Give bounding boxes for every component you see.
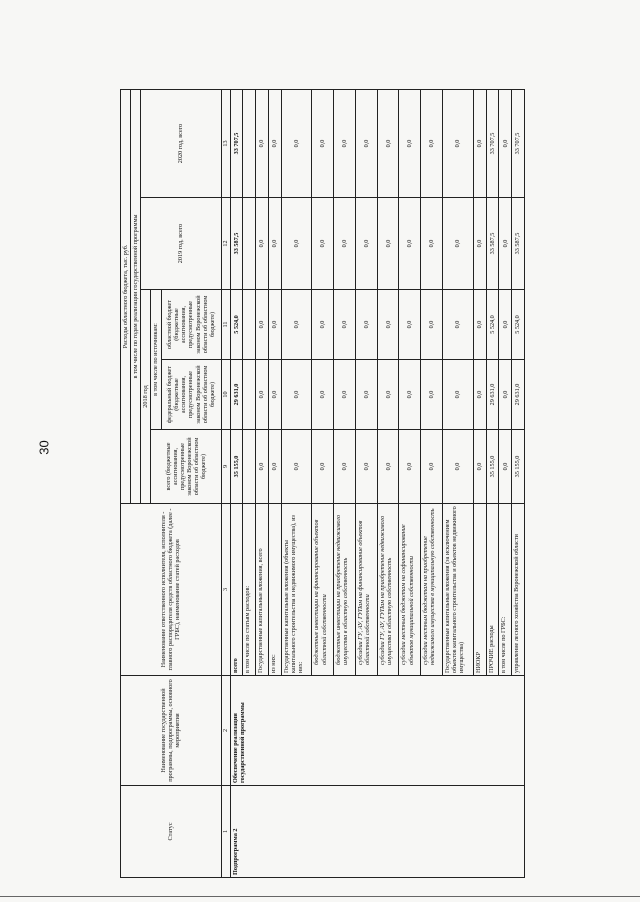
total-value: 0,0 (473, 430, 486, 504)
rotated-table-wrapper (120, 90, 525, 878)
row-label: субсидии местным бюджетам на софинансирование объектов муниципальной собственности (399, 504, 421, 676)
federal-value: 29 631,0 (512, 360, 525, 430)
year-2019-value: 33 587,5 (230, 198, 243, 290)
header-year-2018: 2018 год (141, 290, 151, 504)
year-2019-value: 0,0 (399, 198, 421, 290)
federal-value: 0,0 (355, 360, 377, 430)
total-value: 0,0 (442, 430, 473, 504)
header-federal: федеральный бюджет (бюджетные ассигнования, предусмотренные законом Воронежской области об областном бюджете) (161, 360, 221, 430)
row-label: субсидии местным бюджетам на приобретение недвижимого имущества в муниципальную собственность (421, 504, 443, 676)
regional-value: 0,0 (355, 290, 377, 360)
regional-value (243, 290, 256, 360)
row-label: бюджетные инвестиции на приобретение недвижимого имущества в областную собственность (334, 504, 356, 676)
federal-value: 0,0 (399, 360, 421, 430)
federal-value: 0,0 (268, 360, 281, 430)
regional-value: 0,0 (399, 290, 421, 360)
column-number-row (221, 89, 230, 877)
year-2020-value: 0,0 (312, 89, 334, 197)
total-value: 0,0 (421, 430, 443, 504)
regional-value: 0,0 (473, 290, 486, 360)
col-number: 12 (221, 198, 230, 290)
total-value: 0,0 (256, 430, 269, 504)
year-2020-value (243, 89, 256, 197)
col-number: 11 (221, 290, 230, 360)
total-value: 35 155,0 (486, 430, 499, 504)
year-2020-value: 0,0 (499, 89, 512, 197)
federal-value: 0,0 (312, 360, 334, 430)
year-2019-value: 0,0 (281, 198, 312, 290)
header-status: Статус (121, 786, 222, 878)
year-2020-value: 0,0 (281, 89, 312, 197)
row-label: субсидии ГУ, АУ, ГУПам на приобретение недвижимого имущества в областную собственность (377, 504, 399, 676)
header-incl-sources: в том числе по источникам: (151, 290, 161, 430)
total-value: 0,0 (312, 430, 334, 504)
page-number: 30 (36, 440, 52, 455)
total-value (243, 430, 256, 504)
regional-value: 5 524,0 (486, 290, 499, 360)
row-label: управление лесного хозяйства Воронежской области (512, 504, 525, 676)
federal-value: 0,0 (421, 360, 443, 430)
row-label: всего (230, 504, 243, 676)
row-label: бюджетные инвестиции на финансирование объектов областной собственности (312, 504, 334, 676)
program-name-cell: Обеспечение реализации государственной программы (230, 676, 525, 786)
year-2019-value: 33 587,5 (486, 198, 499, 290)
col-number: 2 (221, 676, 230, 786)
year-2019-value (243, 198, 256, 290)
regional-value: 0,0 (281, 290, 312, 360)
year-2020-value: 33 707,5 (230, 89, 243, 197)
col-number: 1 (221, 786, 230, 878)
federal-value: 0,0 (334, 360, 356, 430)
year-2020-value: 0,0 (334, 89, 356, 197)
regional-value: 0,0 (268, 290, 281, 360)
federal-value: 29 631,0 (486, 360, 499, 430)
year-2019-value: 0,0 (377, 198, 399, 290)
year-2020-value: 0,0 (377, 89, 399, 197)
total-value: 0,0 (399, 430, 421, 504)
regional-value: 0,0 (442, 290, 473, 360)
total-value: 0,0 (281, 430, 312, 504)
year-2019-value: 0,0 (268, 198, 281, 290)
header-year-2019: 2019 год, всего (141, 198, 221, 290)
row-label: Государственные капитальные вложения (за исключением объектов капитального строительства и объектов недвижимого имущества) (442, 504, 473, 676)
row-label: ПРОЧИЕ расходы (486, 504, 499, 676)
year-2020-value: 0,0 (355, 89, 377, 197)
header-executor: Наименование ответственного исполнителя, исполнителя - главного распорядителя средств областного бюджета (далее - ГРБС), наименование статей расходов (121, 504, 222, 676)
col-number: 9 (221, 430, 230, 504)
row-label: Государственные капитальные вложения (объекты капитального строительства и недвижимого имущества), из них: (281, 504, 312, 676)
header-expenses: Расходы областного бюджета, тыс. руб. (121, 89, 131, 503)
col-number: 13 (221, 89, 230, 197)
year-2019-value: 0,0 (355, 198, 377, 290)
year-2020-value: 0,0 (256, 89, 269, 197)
col-number: 3 (221, 504, 230, 676)
table-body (230, 89, 525, 877)
regional-value: 0,0 (499, 290, 512, 360)
row-label: из них: (268, 504, 281, 676)
row-label: Государственные капитальные вложения, всего (256, 504, 269, 676)
row-label: НИОКР (473, 504, 486, 676)
federal-value: 0,0 (377, 360, 399, 430)
regional-value: 0,0 (256, 290, 269, 360)
year-2019-value: 0,0 (334, 198, 356, 290)
year-2020-value: 33 707,5 (512, 89, 525, 197)
year-2020-value: 0,0 (399, 89, 421, 197)
year-2019-value: 0,0 (312, 198, 334, 290)
federal-value: 0,0 (442, 360, 473, 430)
header-by-years: в том числе по годам реализации государственной программы (131, 89, 141, 503)
regional-value: 5 524,0 (230, 290, 243, 360)
total-value: 0,0 (499, 430, 512, 504)
federal-value: 0,0 (281, 360, 312, 430)
header-regional: областной бюджет (бюджетные ассигнования, предусмотренные законом Воронежской области об областном бюджете) (161, 290, 221, 360)
total-value: 0,0 (355, 430, 377, 504)
total-value: 35 155,0 (230, 430, 243, 504)
year-2019-value: 0,0 (473, 198, 486, 290)
federal-value: 0,0 (499, 360, 512, 430)
regional-value: 0,0 (312, 290, 334, 360)
total-value: 0,0 (377, 430, 399, 504)
total-value: 35 155,0 (512, 430, 525, 504)
header-name: Наименование государственной программы, подпрограммы, основного мероприятия (121, 676, 222, 786)
row-label: в том числе по статьям расходов: (243, 504, 256, 676)
budget-table (120, 89, 525, 878)
regional-value: 5 524,0 (512, 290, 525, 360)
federal-value: 0,0 (256, 360, 269, 430)
status-cell: Подпрограмма 2 (230, 786, 525, 878)
year-2019-value: 0,0 (442, 198, 473, 290)
row-label: в том числе по ГРБС: (499, 504, 512, 676)
year-2019-value: 0,0 (421, 198, 443, 290)
year-2020-value: 0,0 (421, 89, 443, 197)
year-2019-value: 0,0 (256, 198, 269, 290)
page-bottom-rule (0, 896, 640, 897)
total-value: 0,0 (268, 430, 281, 504)
row-label: субсидии ГУ, АУ, ГУПам на финансирование объектов областной собственности (355, 504, 377, 676)
year-2019-value: 33 587,5 (512, 198, 525, 290)
year-2020-value: 0,0 (442, 89, 473, 197)
year-2020-value: 0,0 (473, 89, 486, 197)
table-row (230, 89, 243, 877)
federal-value (243, 360, 256, 430)
regional-value: 0,0 (377, 290, 399, 360)
year-2020-value: 0,0 (268, 89, 281, 197)
regional-value: 0,0 (334, 290, 356, 360)
year-2019-value: 0,0 (499, 198, 512, 290)
total-value: 0,0 (334, 430, 356, 504)
col-number: 10 (221, 360, 230, 430)
header-total: всего (бюджетные ассигнования, предусмотренные законом Воронежской области об областном бюджете) (151, 430, 221, 504)
header-year-2020: 2020 год, всего (141, 89, 221, 197)
federal-value: 29 631,0 (230, 360, 243, 430)
regional-value: 0,0 (421, 290, 443, 360)
federal-value: 0,0 (473, 360, 486, 430)
year-2020-value: 33 707,5 (486, 89, 499, 197)
